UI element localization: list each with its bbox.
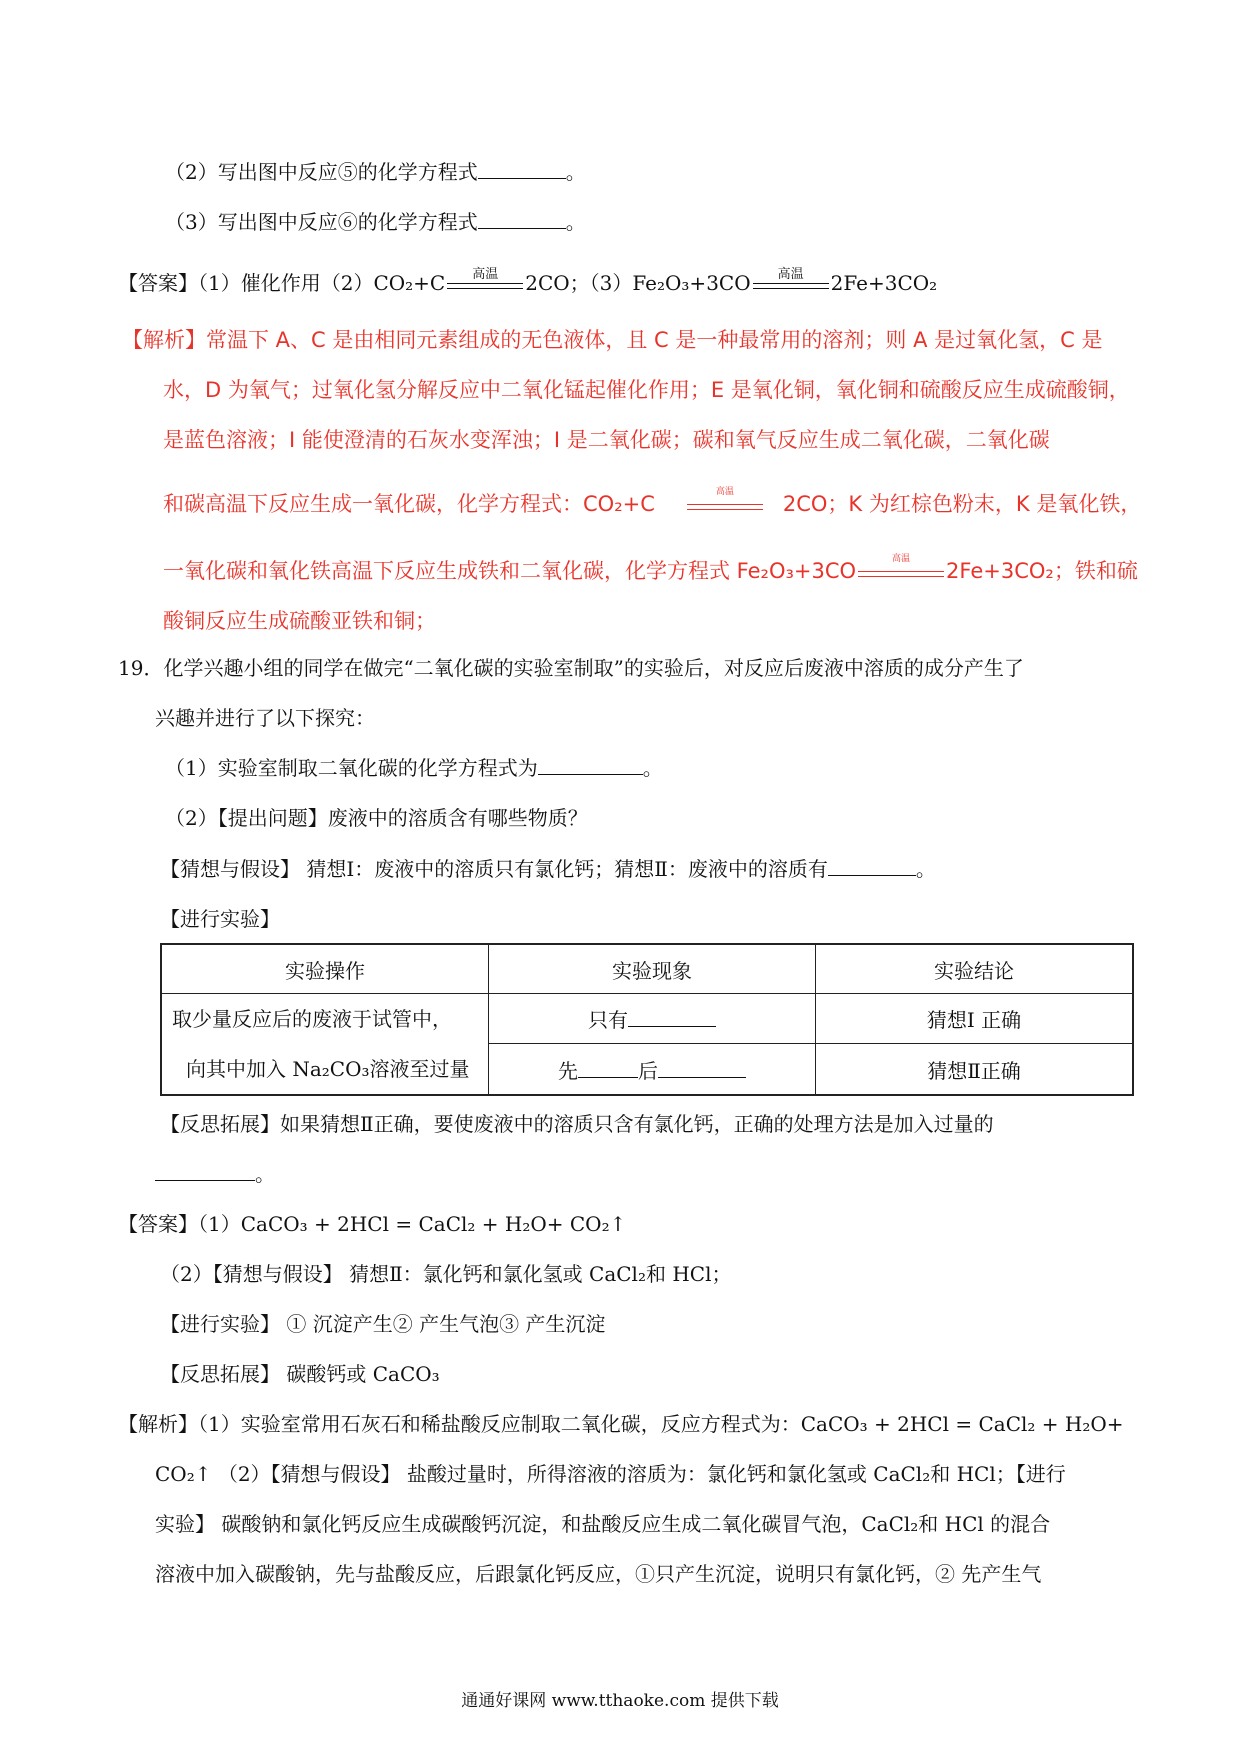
table-cell-operation: [161, 994, 489, 1096]
q18-sub2-text: （2）写出图中反应⑤的化学方程式: [165, 160, 478, 184]
q19-reflect-blank: [155, 1160, 275, 1188]
answer-blank[interactable]: [828, 857, 916, 876]
equals-bars: [858, 571, 944, 577]
analysis-text: 2Fe+3CO₂；铁和硫: [946, 559, 1138, 583]
reaction-condition: [856, 554, 946, 585]
table-cell-conclusion: 猜想Ⅱ正确: [816, 1044, 1134, 1095]
answer-part: 2Fe+3CO₂: [830, 271, 938, 295]
q18-sub2: [165, 158, 586, 186]
answer-blank[interactable]: [155, 1162, 255, 1181]
q19-answer: 【进行实验】 ① 沉淀产生② 产生气泡③ 产生沉淀: [160, 1312, 606, 1336]
condition-label: 高温: [892, 554, 911, 564]
page-footer: 通通好课网 www.tthaoke.com 提供下载: [461, 1691, 779, 1711]
q19-sub1-text: （1）实验室制取二氧化碳的化学方程式为: [165, 756, 538, 780]
q19-sub1: [165, 754, 663, 782]
answer-blank[interactable]: [478, 160, 566, 179]
q19-answer: 【答案】（1）CaCO₃ + 2HCl = CaCl₂ + H₂O+ CO₂↑: [118, 1212, 627, 1236]
table-header: 实验结论: [816, 944, 1134, 994]
q19-guess: [160, 855, 936, 883]
condition-label: 高温: [715, 487, 734, 497]
q18-analysis-line: 是蓝色溶液；I 能使澄清的石灰水变浑浊；I 是二氧化碳；碳和氧气反应生成二氧化碳，二氧化碳: [163, 428, 1050, 452]
q18-analysis-line: 【解析】常温下 A、C 是由相同元素组成的无色液体，且 C 是一种最常用的溶剂；则 A 是过氧化氢，C 是: [122, 328, 1103, 352]
q19-stem: 19．化学兴趣小组的同学在做完“二氧化碳的实验室制取”的实验后，对反应后废液中溶质的成分产生了: [118, 656, 1024, 680]
q18-sub3-text: （3）写出图中反应⑥的化学方程式: [165, 210, 478, 234]
answer-blank[interactable]: [478, 210, 566, 229]
q19-experiment-heading: 【进行实验】: [160, 907, 280, 931]
condition-label: 高温: [777, 267, 804, 282]
period: 。: [255, 1162, 275, 1186]
reaction-condition: [685, 487, 765, 518]
answer-blank[interactable]: [538, 756, 643, 775]
table-cell-phenomenon: [489, 994, 816, 1044]
q19-guess-text: 【猜想与假设】 猜想Ⅰ：废液中的溶质只有氯化钙；猜想Ⅱ：废液中的溶质有: [160, 857, 828, 881]
q19-analysis: 溶液中加入碳酸钠，先与盐酸反应，后跟氯化钙反应，①只产生沉淀，说明只有氯化钙，② 先产生气: [155, 1562, 1042, 1586]
period: 。: [915, 857, 936, 881]
q19-reflect: 【反思拓展】如果猜想Ⅱ正确，要使废液中的溶质只含有氯化钙，正确的处理方法是加入过量的: [160, 1112, 994, 1136]
analysis-text: 和碳高温下反应生成一氧化碳，化学方程式：CO₂+C: [163, 492, 655, 516]
q19-sub2: （2）【提出问题】废液中的溶质含有哪些物质？: [165, 806, 588, 830]
q19-answer: （2）【猜想与假设】 猜想Ⅱ：氯化钙和氯化氢或 CaCl₂和 HCl；: [160, 1262, 732, 1286]
operation-line: 取少量反应后的废液于试管中，: [172, 1007, 452, 1031]
table-header: 实验现象: [489, 944, 816, 994]
q18-analysis-line: [163, 554, 1138, 585]
reaction-condition: [445, 269, 525, 297]
q18-analysis-line: 酸铜反应生成硫酸亚铁和铜；: [163, 609, 436, 633]
q18-analysis-line: [163, 487, 1142, 518]
condition-label: 高温: [472, 267, 499, 282]
table-header: 实验操作: [161, 944, 489, 994]
phenomenon-text: 先: [558, 1058, 578, 1083]
equals-bars: [753, 283, 829, 289]
table-header-row: [161, 944, 1133, 994]
q18-answer: [118, 269, 937, 297]
period: 。: [565, 210, 586, 234]
answer-part: 2CO；（3）Fe₂O₃+3CO: [525, 271, 751, 295]
table-cell-conclusion: 猜想Ⅰ 正确: [816, 994, 1134, 1044]
analysis-text: 一氧化碳和氧化铁高温下反应生成铁和二氧化碳，化学方程式 Fe₂O₃+3CO: [163, 559, 857, 583]
answer-blank[interactable]: [658, 1059, 746, 1078]
q19-answer: 【反思拓展】 碳酸钙或 CaCO₃: [160, 1362, 440, 1386]
q18-analysis-line: 水，D 为氧气；过氧化氢分解反应中二氧化锰起催化作用；E 是氧化铜，氧化铜和硫酸反应生成硫酸铜，: [163, 378, 1130, 402]
answer-tag: 【答案】: [118, 271, 198, 295]
answer-blank[interactable]: [628, 1008, 716, 1027]
reaction-condition: [751, 269, 831, 297]
equals-bars: [447, 283, 523, 289]
answer-part: （1）催化作用（2）CO₂+C: [198, 271, 446, 295]
q19-analysis: CO₂↑ （2）【猜想与假设】 盐酸过量时，所得溶液的溶质为：氯化钙和氯化氢或 CaCl₂和 HCl；【进行: [155, 1462, 1066, 1486]
q18-sub3: [165, 208, 586, 236]
period: 。: [565, 160, 586, 184]
phenomenon-text: 只有: [588, 1008, 628, 1033]
operation-line: 向其中加入 Na₂CO₃溶液至过量: [186, 1057, 470, 1081]
phenomenon-text: 后: [638, 1058, 658, 1083]
table-row: [161, 994, 1133, 1044]
experiment-table: [160, 943, 1134, 1096]
q19-analysis: 实验】 碳酸钠和氯化钙反应生成碳酸钙沉淀，和盐酸反应生成二氧化碳冒气泡，CaCl₂和 HCl 的混合: [155, 1512, 1051, 1536]
q19-analysis: 【解析】（1）实验室常用石灰石和稀盐酸反应制取二氧化碳，反应方程式为：CaCO₃ + 2HCl = CaCl₂ + H₂O+: [118, 1412, 1124, 1436]
period: 。: [642, 756, 663, 780]
answer-blank[interactable]: [578, 1059, 638, 1078]
table-cell-phenomenon: [489, 1044, 816, 1095]
analysis-text: 2CO；K 为红棕色粉末，K 是氧化铁，: [782, 492, 1142, 516]
equals-bars: [687, 504, 763, 510]
q19-stem: 兴趣并进行了以下探究：: [155, 706, 375, 730]
